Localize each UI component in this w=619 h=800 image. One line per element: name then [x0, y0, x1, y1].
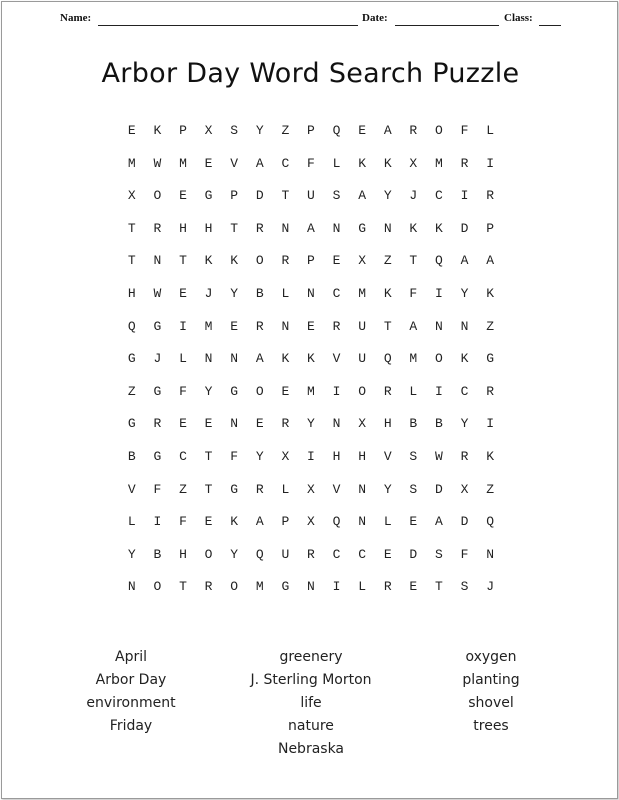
grid-letter: A: [255, 351, 264, 367]
grid-letter: K: [204, 253, 213, 269]
grid-letter: Y: [460, 285, 469, 301]
grid-letter: A: [358, 188, 367, 204]
grid-letter: E: [358, 123, 367, 138]
grid-letter: E: [307, 318, 315, 334]
grid-letter: W: [153, 285, 162, 301]
grid-letter: I: [153, 514, 162, 530]
grid-letter: R: [307, 546, 315, 562]
grid-letter: O: [358, 383, 367, 399]
grid-letter: E: [179, 188, 187, 204]
grid-letter: F: [153, 481, 162, 497]
grid-letter: T: [383, 318, 392, 334]
grid-letter: R: [255, 481, 264, 497]
grid-letter: D: [435, 481, 443, 497]
grid-letter: G: [281, 579, 290, 595]
grid-letter: L: [383, 514, 392, 530]
grid-letter: H: [358, 448, 367, 464]
grid-letter: Z: [127, 383, 136, 399]
grid-letter: R: [486, 383, 495, 399]
grid-letter: U: [281, 546, 290, 562]
grid-letter: T: [230, 220, 239, 236]
grid-letter: Z: [383, 253, 392, 269]
grid-letter: E: [127, 123, 136, 138]
grid-letter: P: [179, 123, 187, 138]
grid-letter: Y: [383, 481, 392, 497]
grid-letter: B: [255, 285, 264, 301]
name-label: Name:: [60, 12, 92, 24]
grid-letter: S: [460, 579, 469, 595]
grid-letter: R: [460, 448, 469, 464]
grid-letter: K: [281, 351, 290, 367]
grid-letter: G: [358, 220, 367, 236]
grid-letter: E: [179, 285, 187, 301]
grid-letter: K: [486, 448, 495, 464]
grid-letter: X: [307, 514, 315, 530]
grid-letter: M: [204, 318, 213, 334]
grid-letter: X: [409, 155, 418, 171]
grid-letter: R: [409, 123, 418, 138]
word-bank-item: environment: [86, 695, 176, 711]
class-line[interactable]: [539, 25, 561, 26]
grid-letter: I: [486, 155, 495, 171]
grid-letter: M: [358, 285, 367, 301]
grid-letter: R: [255, 220, 264, 236]
grid-letter: K: [383, 155, 392, 171]
grid-letter: J: [486, 579, 495, 595]
grid-letter: C: [435, 188, 443, 204]
grid-letter: V: [383, 448, 392, 464]
grid-letter: Q: [486, 514, 495, 530]
word-bank-item: trees: [473, 718, 509, 734]
grid-letter: H: [204, 220, 213, 236]
grid-letter: Y: [460, 416, 469, 432]
grid-letter: Y: [230, 546, 239, 562]
grid-letter: O: [435, 123, 443, 138]
grid-letter: F: [460, 123, 469, 138]
grid-letter: Q: [127, 318, 136, 334]
grid-letter: X: [127, 188, 136, 204]
grid-row: [119, 317, 503, 350]
grid-letter: N: [307, 285, 315, 301]
grid-letter: F: [307, 155, 315, 171]
grid-letter: G: [486, 351, 495, 367]
grid-row: [119, 251, 503, 284]
grid-letter: B: [435, 416, 443, 432]
grid-letter: R: [486, 188, 495, 204]
word-bank-item: oxygen: [465, 649, 517, 665]
grid-letter: N: [358, 514, 367, 530]
grid-letter: X: [281, 448, 290, 464]
grid-letter: R: [281, 416, 290, 432]
grid-letter: T: [179, 579, 187, 595]
grid-letter: A: [255, 155, 264, 171]
grid-letter: J: [409, 188, 418, 204]
grid-letter: M: [179, 155, 187, 171]
word-bank-item: nature: [288, 718, 334, 734]
grid-letter: K: [409, 220, 418, 236]
grid-letter: I: [435, 285, 443, 301]
grid-letter: X: [358, 253, 367, 269]
grid-letter: O: [435, 351, 443, 367]
grid-letter: N: [435, 318, 443, 334]
grid-letter: V: [332, 351, 341, 367]
grid-letter: P: [307, 253, 315, 269]
grid-letter: Y: [230, 285, 239, 301]
grid-letter: N: [486, 546, 495, 562]
grid-letter: F: [179, 383, 187, 399]
grid-letter: R: [281, 253, 290, 269]
grid-letter: N: [204, 351, 213, 367]
grid-letter: R: [332, 318, 341, 334]
grid-letter: U: [358, 318, 367, 334]
grid-row: [119, 447, 503, 480]
grid-letter: P: [307, 123, 315, 138]
grid-letter: N: [153, 253, 162, 269]
grid-letter: Y: [383, 188, 392, 204]
grid-letter: M: [409, 351, 418, 367]
grid-letter: E: [179, 416, 187, 432]
grid-letter: O: [204, 546, 213, 562]
word-bank-item: greenery: [279, 649, 343, 665]
grid-letter: L: [332, 155, 341, 171]
grid-letter: H: [127, 285, 136, 301]
word-bank-item: Friday: [109, 718, 153, 734]
grid-letter: C: [460, 383, 469, 399]
grid-letter: O: [255, 383, 264, 399]
grid-letter: V: [332, 481, 341, 497]
grid-letter: D: [460, 220, 469, 236]
grid-letter: G: [204, 188, 213, 204]
word-bank-item: April: [115, 649, 147, 665]
grid-letter: X: [307, 481, 315, 497]
grid-letter: N: [230, 416, 239, 432]
grid-letter: Q: [255, 546, 264, 562]
grid-letter: K: [230, 514, 239, 530]
grid-letter: D: [409, 546, 418, 562]
grid-letter: O: [255, 253, 264, 269]
grid-letter: A: [435, 514, 443, 530]
grid-letter: P: [281, 514, 290, 530]
word-bank-item: Nebraska: [277, 741, 345, 757]
grid-letter: X: [358, 416, 367, 432]
grid-letter: N: [281, 318, 290, 334]
word-bank-column: [221, 647, 401, 762]
grid-letter: G: [153, 318, 162, 334]
word-bank-item: shovel: [468, 695, 514, 711]
grid-row: [119, 382, 503, 415]
grid-letter: Q: [435, 253, 443, 269]
grid-letter: E: [204, 416, 213, 432]
grid-letter: J: [204, 285, 213, 301]
grid-letter: I: [460, 188, 469, 204]
grid-letter: Y: [255, 123, 264, 138]
grid-letter: K: [358, 155, 367, 171]
grid-letter: R: [204, 579, 213, 595]
grid-letter: Z: [281, 123, 290, 138]
grid-letter: N: [332, 220, 341, 236]
grid-letter: Y: [255, 448, 264, 464]
grid-letter: L: [127, 514, 136, 530]
grid-letter: R: [255, 318, 264, 334]
grid-letter: L: [358, 579, 367, 595]
grid-row: [119, 545, 503, 578]
grid-letter: T: [435, 579, 443, 595]
worksheet-page: [1, 1, 618, 799]
grid-letter: F: [230, 448, 239, 464]
grid-letter: B: [153, 546, 162, 562]
grid-letter: W: [435, 448, 443, 464]
grid-letter: I: [179, 318, 187, 334]
grid-letter: B: [127, 448, 136, 464]
grid-letter: A: [460, 253, 469, 269]
grid-row: [119, 480, 503, 513]
grid-letter: Q: [332, 123, 341, 138]
grid-letter: K: [435, 220, 443, 236]
grid-letter: S: [230, 123, 239, 138]
grid-letter: N: [460, 318, 469, 334]
grid-letter: X: [204, 123, 213, 138]
grid-letter: T: [409, 253, 418, 269]
grid-letter: Z: [486, 318, 495, 334]
grid-letter: Q: [332, 514, 341, 530]
grid-letter: F: [409, 285, 418, 301]
grid-letter: Q: [383, 351, 392, 367]
grid-letter: E: [255, 416, 264, 432]
grid-letter: C: [358, 546, 367, 562]
grid-letter: T: [204, 481, 213, 497]
grid-letter: Z: [486, 481, 495, 497]
name-line[interactable]: [98, 25, 358, 26]
grid-letter: U: [358, 351, 367, 367]
grid-letter: G: [153, 383, 162, 399]
grid-row: [119, 577, 503, 610]
grid-letter: A: [307, 220, 315, 236]
grid-letter: E: [409, 579, 418, 595]
grid-letter: N: [307, 579, 315, 595]
grid-letter: R: [383, 579, 392, 595]
grid-letter: H: [179, 546, 187, 562]
grid-row: [119, 349, 503, 382]
grid-letter: E: [383, 546, 392, 562]
grid-letter: N: [127, 579, 136, 595]
grid-letter: S: [435, 546, 443, 562]
grid-letter: K: [307, 351, 315, 367]
grid-letter: P: [486, 220, 495, 236]
grid-letter: V: [230, 155, 239, 171]
word-bank-item: J. Sterling Morton: [250, 672, 372, 688]
grid-letter: L: [486, 123, 495, 138]
grid-letter: O: [153, 188, 162, 204]
grid-letter: L: [281, 285, 290, 301]
grid-letter: D: [255, 188, 264, 204]
grid-letter: C: [179, 448, 187, 464]
grid-letter: G: [127, 351, 136, 367]
grid-letter: M: [255, 579, 264, 595]
grid-letter: S: [409, 448, 418, 464]
grid-row: [119, 121, 503, 154]
letter-grid: [119, 121, 503, 610]
grid-letter: I: [435, 383, 443, 399]
grid-letter: R: [383, 383, 392, 399]
grid-letter: A: [255, 514, 264, 530]
grid-letter: K: [230, 253, 239, 269]
grid-letter: H: [383, 416, 392, 432]
grid-letter: X: [460, 481, 469, 497]
grid-letter: J: [153, 351, 162, 367]
grid-letter: L: [409, 383, 418, 399]
class-label: Class:: [504, 12, 533, 24]
grid-letter: E: [204, 155, 213, 171]
grid-letter: Y: [127, 546, 136, 562]
grid-letter: Y: [204, 383, 213, 399]
grid-letter: I: [307, 448, 315, 464]
grid-letter: U: [307, 188, 315, 204]
grid-letter: G: [230, 481, 239, 497]
grid-row: [119, 186, 503, 219]
grid-letter: K: [153, 123, 162, 138]
grid-letter: I: [332, 383, 341, 399]
date-line[interactable]: [395, 25, 499, 26]
grid-row: [119, 219, 503, 252]
grid-letter: K: [383, 285, 392, 301]
grid-letter: C: [332, 285, 341, 301]
grid-letter: O: [153, 579, 162, 595]
grid-letter: T: [204, 448, 213, 464]
grid-row: [119, 512, 503, 545]
grid-letter: D: [460, 514, 469, 530]
grid-letter: N: [358, 481, 367, 497]
grid-letter: G: [230, 383, 239, 399]
grid-row: [119, 284, 503, 317]
grid-letter: Z: [179, 481, 187, 497]
grid-letter: I: [486, 416, 495, 432]
grid-letter: W: [153, 155, 162, 171]
grid-letter: R: [153, 416, 162, 432]
grid-letter: R: [460, 155, 469, 171]
grid-letter: S: [409, 481, 418, 497]
grid-letter: H: [332, 448, 341, 464]
grid-letter: N: [383, 220, 392, 236]
grid-letter: M: [127, 155, 136, 171]
word-bank-item: Arbor Day: [95, 672, 167, 688]
grid-letter: H: [179, 220, 187, 236]
grid-letter: C: [281, 155, 290, 171]
grid-letter: T: [127, 253, 136, 269]
grid-letter: E: [230, 318, 239, 334]
word-bank-item: planting: [462, 672, 520, 688]
grid-letter: B: [409, 416, 418, 432]
grid-letter: L: [281, 481, 290, 497]
grid-letter: E: [204, 514, 213, 530]
grid-letter: T: [179, 253, 187, 269]
date-label: Date:: [362, 12, 388, 24]
grid-row: [119, 154, 503, 187]
grid-letter: E: [332, 253, 341, 269]
grid-letter: O: [230, 579, 239, 595]
grid-letter: N: [332, 416, 341, 432]
word-bank-column: [426, 647, 556, 739]
grid-letter: S: [332, 188, 341, 204]
grid-letter: M: [435, 155, 443, 171]
grid-letter: F: [179, 514, 187, 530]
grid-letter: F: [460, 546, 469, 562]
grid-letter: Y: [307, 416, 315, 432]
grid-letter: V: [127, 481, 136, 497]
grid-letter: M: [307, 383, 315, 399]
grid-letter: T: [281, 188, 290, 204]
grid-letter: A: [383, 123, 392, 138]
grid-letter: R: [153, 220, 162, 236]
grid-letter: G: [127, 416, 136, 432]
word-bank-item: life: [300, 695, 322, 711]
grid-letter: L: [179, 351, 187, 367]
page-title: Arbor Day Word Search Puzzle: [101, 58, 520, 89]
grid-letter: N: [281, 220, 290, 236]
grid-letter: I: [332, 579, 341, 595]
grid-letter: C: [332, 546, 341, 562]
grid-letter: A: [486, 253, 495, 269]
grid-letter: P: [230, 188, 239, 204]
grid-row: [119, 414, 503, 447]
grid-letter: G: [153, 448, 162, 464]
grid-letter: T: [127, 220, 136, 236]
grid-letter: E: [281, 383, 290, 399]
word-bank-column: [46, 647, 216, 739]
grid-letter: E: [409, 514, 418, 530]
grid-letter: A: [409, 318, 418, 334]
grid-letter: K: [486, 285, 495, 301]
grid-letter: K: [460, 351, 469, 367]
grid-letter: N: [230, 351, 239, 367]
